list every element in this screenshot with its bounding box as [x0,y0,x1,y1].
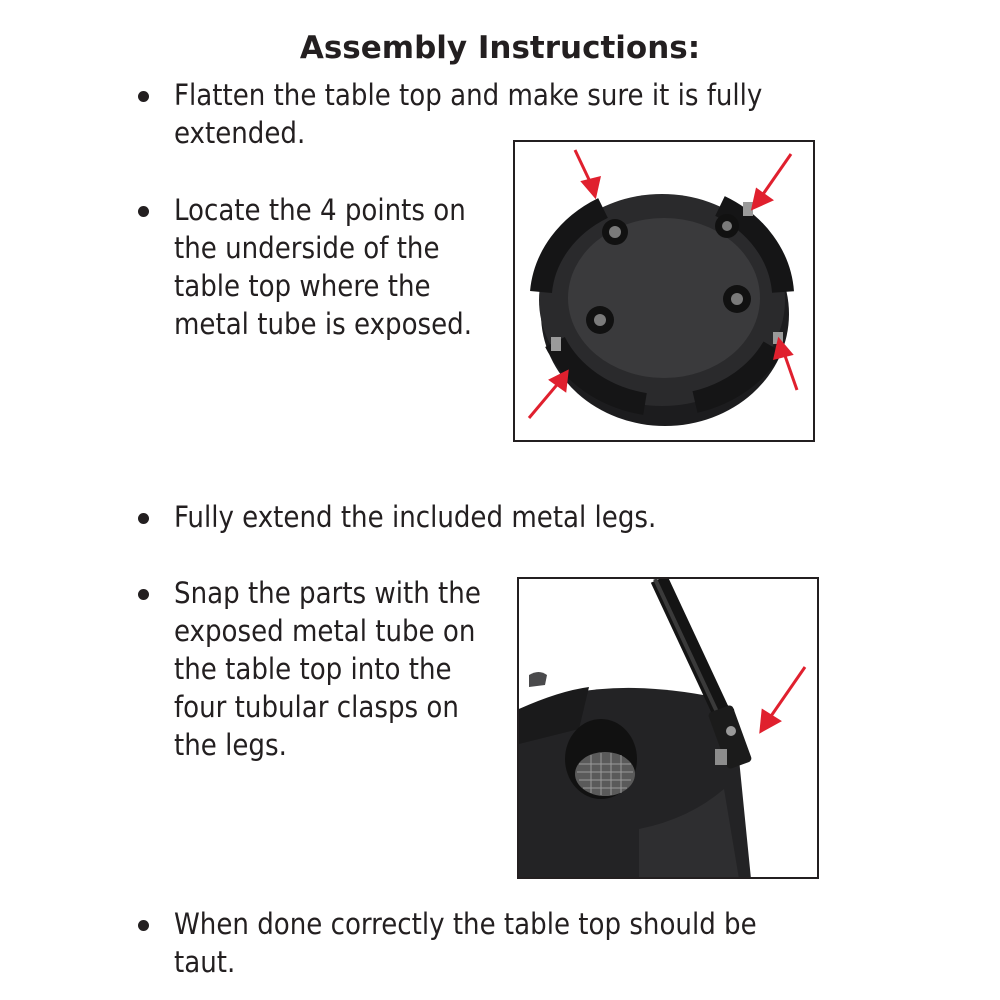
step-4-line-2: exposed metal tube on [174,614,476,648]
leg-clasp-photo [517,577,819,879]
step-1-line-2: extended. [174,116,306,150]
step-2-line-4: metal tube is exposed. [174,307,473,341]
step-4-line-4: four tubular clasps on [174,690,459,724]
step-3-text [174,498,656,536]
step-2-text [174,191,472,343]
step-5-line-2: taut. [174,945,236,979]
page-title: Assembly Instructions: [299,30,701,66]
red-arrow-icon [575,150,599,196]
step-2-line-2: the underside of the [174,231,440,265]
step-3-line-1: Fully extend the included metal legs. [174,500,657,534]
bullet-dot-icon [138,920,149,931]
step-4-text [174,574,481,764]
step-2-line-3: table top where the [174,269,431,303]
bullet-dot-icon [138,589,149,600]
red-arrow-icon [529,372,567,418]
step-1-line-1: Flatten the table top and make sure it is fully [174,78,763,112]
step-4-line-3: the table top into the [174,652,452,686]
table-underside-photo [513,140,815,442]
step-5-line-1: When done correctly the table top should be [174,907,757,941]
step-2-line-1: Locate the 4 points on [174,193,466,227]
red-arrow-icon [753,154,791,208]
bullet-dot-icon [138,206,149,217]
bullet-dot-icon [138,91,149,102]
red-arrow-icon [775,340,797,390]
step-4-line-5: the legs. [174,728,287,762]
step-4-line-1: Snap the parts with the [174,576,481,610]
step-5-text [174,905,757,981]
bullet-dot-icon [138,513,149,524]
